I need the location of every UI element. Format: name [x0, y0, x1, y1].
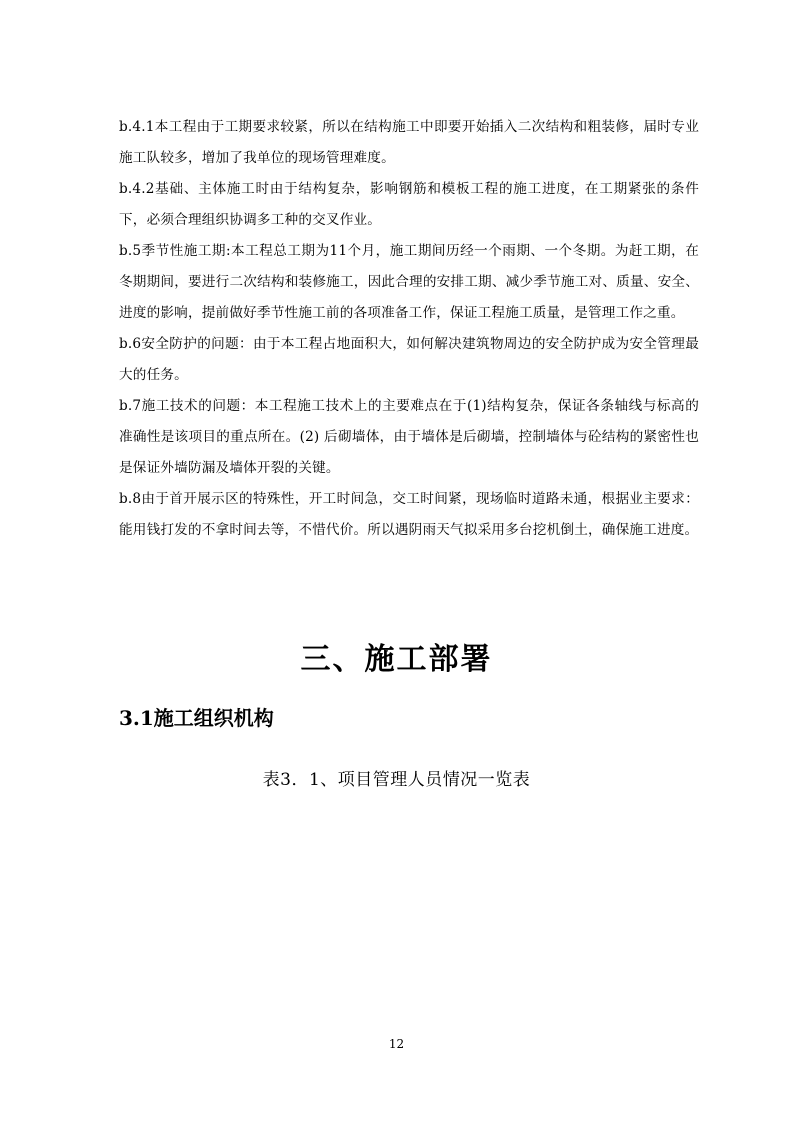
section-title: 3.1施工组织机构	[119, 706, 274, 730]
paragraph-b-4-1: b.4.1本工程由于工期要求较紧，所以在结构施工中即要开始插入二次结构和粗装修，届时专业施工队较多，增加了我单位的现场管理难度。	[119, 119, 699, 166]
paragraph-b-4-2: b.4.2基础、主体施工时由于结构复杂，影响钢筋和模板工程的施工进度，在工期紧张的条件下，必须合理组织协调多工种的交叉作业。	[119, 181, 699, 228]
table-caption: 表3．1、项目管理人员情况一览表	[262, 770, 531, 790]
paragraph-b-5: b.5季节性施工期:本工程总工期为11个月，施工期间历经一个雨期、一个冬期。为赶工期，在冬期期间，要进行二次结构和装修施工，因此合理的安排工期、减少季节施工对、质量、安全、进度的影响，提前做好季节性施工前的各项准备工作，保证工程施工质量，是管理工作之重。	[119, 243, 699, 321]
paragraph-b-8: b.8由于首开展示区的特殊性，开工时间急，交工时间紧，现场临时道路未通，根据业主要求：能用钱打发的不拿时间去等，不惜代价。所以遇阴雨天气拟采用多台挖机倒土，确保施工进度。	[119, 491, 699, 538]
paragraph-b-7: b.7施工技术的问题：本工程施工技术上的主要难点在于(1)结构复杂，保证各条轴线与标高的准确性是该项目的重点所在。(2) 后砌墙体，由于墙体是后砌墙，控制墙体与砼结构的紧密性也是保证外墙防漏及墙体开裂的关键。	[119, 398, 699, 476]
page-number: 12	[388, 1037, 405, 1051]
body-text	[119, 112, 699, 546]
chapter-title: 三、施工部署	[300, 642, 493, 677]
paragraph-b-6: b.6安全防护的问题：由于本工程占地面积大，如何解决建筑物周边的安全防护成为安全管理最大的任务。	[119, 336, 699, 383]
